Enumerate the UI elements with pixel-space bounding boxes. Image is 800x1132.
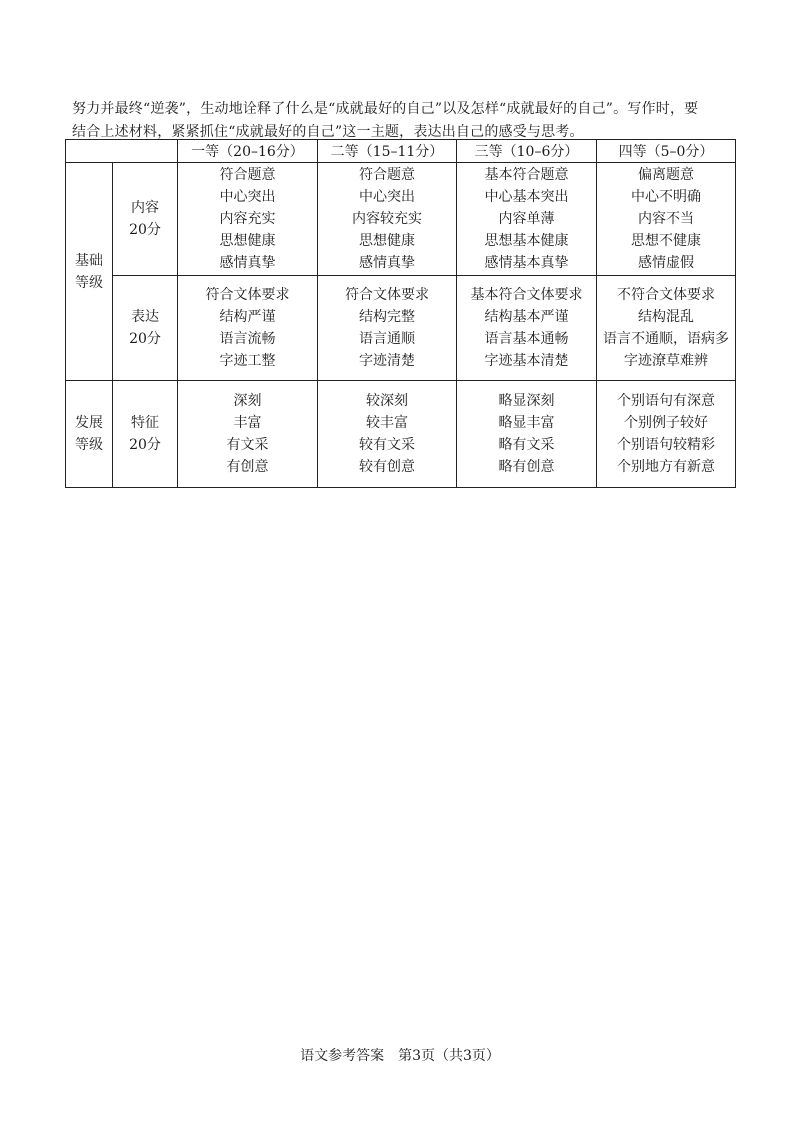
- criterion-line: 符合文体要求: [345, 287, 429, 303]
- criterion-line: 基本符合文体要求: [470, 287, 583, 303]
- header-grade-1: 一等（20–16分）: [178, 140, 318, 163]
- criterion-line: 字迹清楚: [359, 353, 415, 369]
- criterion-line: 结构基本严谨: [484, 309, 569, 325]
- header-grade-2: 二等（15–11分）: [318, 140, 457, 163]
- criterion-line: 中心不明确: [631, 189, 701, 205]
- criterion-line: 有创意: [226, 459, 269, 475]
- scoring-rubric-table: [65, 139, 736, 488]
- criterion-line: 字迹基本清楚: [484, 353, 569, 369]
- criterion-line: 感情真挚: [219, 255, 276, 271]
- criterion-line: 略显深刻: [498, 393, 555, 409]
- header-blank: [66, 140, 178, 163]
- page-footer: 语文参考答案 第3页（共3页）: [300, 1048, 500, 1064]
- expression-grade-4: [597, 276, 736, 381]
- criterion-line: 感情真挚: [359, 255, 415, 271]
- expression-row: [66, 276, 736, 381]
- criterion-line: 符合题意: [359, 167, 415, 183]
- expression-label: 表达 20分: [113, 276, 178, 381]
- criterion-line: 基本符合题意: [484, 167, 569, 183]
- criterion-line: 不符合文体要求: [617, 287, 715, 303]
- features-grade-3: [457, 381, 597, 488]
- criterion-line: 思想基本健康: [484, 233, 569, 249]
- criterion-line: 内容充实: [219, 211, 276, 227]
- criterion-line: 偏离题意: [638, 167, 694, 183]
- criterion-line: 略显丰富: [498, 415, 555, 431]
- expression-grade-1: [178, 276, 318, 381]
- features-label: 特征 20分: [113, 381, 178, 488]
- header-row: [66, 140, 736, 163]
- criterion-line: 中心基本突出: [484, 189, 569, 205]
- intro-line-1: 努力并最终“逆袭”，生动地诠释了什么是“成就最好的自己”以及怎样“成就最好的自己”。写作时，要: [72, 101, 699, 117]
- features-grade-4: [597, 381, 736, 488]
- criterion-line: 略有文采: [498, 437, 555, 453]
- criterion-line: 符合题意: [219, 167, 276, 183]
- content-grade-1: [178, 163, 318, 276]
- criterion-line: 有文采: [226, 437, 269, 453]
- criterion-line: 内容较充实: [352, 211, 422, 227]
- criterion-line: 结构完整: [359, 309, 415, 325]
- content-grade-3: [457, 163, 597, 276]
- criterion-line: 字迹潦草难辨: [624, 353, 708, 369]
- expression-grade-2: [318, 276, 457, 381]
- criterion-line: 深刻: [233, 393, 262, 409]
- criterion-line: 较有文采: [359, 437, 415, 453]
- criterion-line: 感情虚假: [638, 255, 694, 271]
- features-grade-1: [178, 381, 318, 488]
- criterion-line: 内容单薄: [498, 211, 555, 227]
- content-grade-4: [597, 163, 736, 276]
- criterion-line: 字迹工整: [219, 353, 276, 369]
- criterion-line: 语言基本通畅: [484, 331, 569, 347]
- criterion-line: 个别语句有深意: [617, 393, 715, 409]
- criterion-line: 结构混乱: [638, 309, 694, 325]
- criterion-line: 较深刻: [366, 393, 408, 409]
- criterion-line: 丰富: [233, 415, 262, 431]
- expression-grade-3: [457, 276, 597, 381]
- criterion-line: 结构严谨: [219, 309, 276, 325]
- intro-paragraph: [72, 98, 742, 144]
- content-grade-2: [318, 163, 457, 276]
- criterion-line: 略有创意: [498, 459, 555, 475]
- criterion-line: 符合文体要求: [205, 287, 290, 303]
- criterion-line: 感情基本真挚: [484, 255, 569, 271]
- criterion-line: 思想健康: [219, 233, 276, 249]
- content-row: [66, 163, 736, 276]
- criterion-line: 个别地方有新意: [617, 459, 715, 475]
- criterion-line: 语言流畅: [219, 331, 276, 347]
- basic-level-label: 基础 等级: [66, 163, 113, 381]
- features-row: [66, 381, 736, 488]
- criterion-line: 个别例子较好: [624, 415, 708, 431]
- development-level-label: 发展 等级: [66, 381, 113, 488]
- criterion-line: 中心突出: [359, 189, 415, 205]
- header-grade-4: 四等（5–0分）: [597, 140, 736, 163]
- criterion-line: 个别语句较精彩: [617, 437, 715, 453]
- content-label: 内容 20分: [113, 163, 178, 276]
- criterion-line: 中心突出: [219, 189, 276, 205]
- header-grade-3: 三等（10–6分）: [457, 140, 597, 163]
- criterion-line: 较丰富: [366, 415, 408, 431]
- criterion-line: 语言通顺: [359, 331, 415, 347]
- criterion-line: 思想不健康: [631, 233, 701, 249]
- criterion-line: 较有创意: [359, 459, 415, 475]
- criterion-line: 语言不通顺，语病多: [603, 331, 729, 347]
- features-grade-2: [318, 381, 457, 488]
- intro-line-2: 结合上述材料，紧紧抓住“成就最好的自己”这一主题，表达出自己的感受与思考。: [72, 124, 584, 140]
- criterion-line: 内容不当: [638, 211, 694, 227]
- criterion-line: 思想健康: [359, 233, 415, 249]
